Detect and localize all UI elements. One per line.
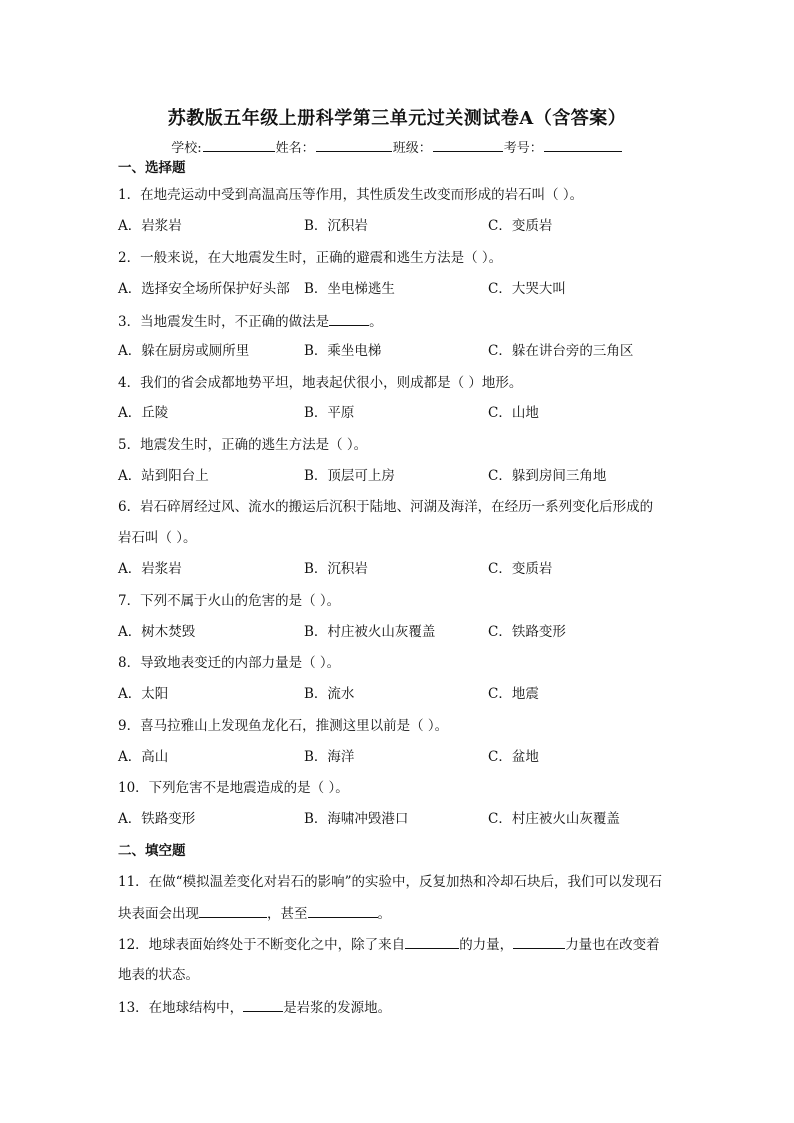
question-1-option-c[interactable]: C．变质岩 xyxy=(488,218,553,234)
section-heading-fill: 二、填空题 xyxy=(118,843,186,859)
question-1-option-b[interactable]: B．沉积岩 xyxy=(304,218,368,234)
question-10-stem: 10．下列危害不是地震造成的是（ ）。 xyxy=(118,780,349,796)
question-7-option-a[interactable]: A．树木焚毁 xyxy=(118,624,196,640)
question-6-stem-line-2: 岩石叫（ ）。 xyxy=(118,530,197,546)
question-12-line-1 xyxy=(118,936,660,953)
question-12-blank-2[interactable] xyxy=(513,936,565,949)
question-6-option-c[interactable]: C．变质岩 xyxy=(488,561,553,577)
student-info-line xyxy=(0,137,794,156)
question-8-option-b[interactable]: B．流水 xyxy=(304,686,355,702)
exam-no-blank[interactable] xyxy=(544,139,622,152)
question-5-stem: 5．地震发生时，正确的逃生方法是（ ）。 xyxy=(118,437,368,453)
class-blank[interactable] xyxy=(433,139,503,152)
question-3-option-c[interactable]: C．躲在讲台旁的三角区 xyxy=(488,343,634,359)
question-7-stem: 7．下列不属于火山的危害的是（ ）。 xyxy=(118,593,341,609)
question-9-option-a[interactable]: A．高山 xyxy=(118,749,169,765)
question-4-option-b[interactable]: B．平原 xyxy=(304,405,355,421)
question-12-text-a: 12．地球表面始终处于不断变化之中，除了来自 xyxy=(118,937,406,953)
question-6-stem-line-1: 6．岩石碎屑经过风、流水的搬运后沉积于陆地、河湖及海洋，在经历一系列变化后形成的 xyxy=(118,499,654,515)
name-label: 姓名： xyxy=(275,141,315,156)
question-3-stem-text: 3．当地震发生时，不正确的做法是 xyxy=(118,314,330,330)
question-3-blank[interactable] xyxy=(329,313,369,326)
school-blank[interactable] xyxy=(203,139,275,152)
question-13-text-a: 13．在地球结构中， xyxy=(118,1000,244,1016)
page-title: 苏教版五年级上册科学第三单元过关测试卷A（含答案） xyxy=(167,108,627,129)
name-blank[interactable] xyxy=(316,139,392,152)
question-1-option-a[interactable]: A．岩浆岩 xyxy=(118,218,182,234)
question-3-option-a[interactable]: A．躲在厨房或厕所里 xyxy=(118,343,250,359)
question-3-stem-end: 。 xyxy=(369,314,383,330)
question-12-line-2: 地表的状态。 xyxy=(118,967,199,983)
question-12-text-b: 的力量， xyxy=(459,937,514,953)
question-4-option-a[interactable]: A．丘陵 xyxy=(118,405,169,421)
section-heading-choice: 一、选择题 xyxy=(118,160,186,176)
question-1-stem: 1．在地壳运动中受到高温高压等作用，其性质发生改变而形成的岩石叫（ ）。 xyxy=(118,187,584,203)
class-label: 班级： xyxy=(392,141,432,156)
school-label: 学校: xyxy=(171,141,202,156)
question-11-line-2 xyxy=(118,905,391,922)
question-10-option-b[interactable]: B．海啸冲毁港口 xyxy=(304,811,409,827)
question-5-option-a[interactable]: A．站到阳台上 xyxy=(118,468,209,484)
question-2-option-a[interactable]: A．选择安全场所保护好头部 xyxy=(118,281,290,297)
question-2-stem: 2．一般来说，在大地震发生时，正确的避震和逃生方法是（ ）。 xyxy=(118,250,503,266)
question-13-blank[interactable] xyxy=(243,999,283,1012)
question-11-text-c: 。 xyxy=(377,906,391,922)
question-3-option-b[interactable]: B．乘坐电梯 xyxy=(304,343,382,359)
question-11-line-1: 11．在做“模拟温差变化对岩石的影响”的实验中，反复加热和冷却石块后，我们可以发现石 xyxy=(118,874,662,890)
question-5-option-b[interactable]: B．顶层可上房 xyxy=(304,468,395,484)
question-13-line xyxy=(118,999,391,1016)
question-2-option-b[interactable]: B．坐电梯逃生 xyxy=(304,281,395,297)
question-11-text-b: ，甚至 xyxy=(267,906,308,922)
question-2-option-c[interactable]: C．大哭大叫 xyxy=(488,281,566,297)
question-7-option-c[interactable]: C．铁路变形 xyxy=(488,624,566,640)
question-8-stem: 8．导致地表变迁的内部力量是（ ）。 xyxy=(118,655,341,671)
question-9-option-c[interactable]: C．盆地 xyxy=(488,749,539,765)
question-11-text-a: 块表面会出现 xyxy=(118,906,199,922)
question-9-option-b[interactable]: B．海洋 xyxy=(304,749,355,765)
question-4-stem: 4．我们的省会成都地势平坦，地表起伏很小，则成都是（ ）地形。 xyxy=(118,375,523,391)
question-9-stem: 9．喜马拉雅山上发现鱼龙化石，推测这里以前是（ ）。 xyxy=(118,718,449,734)
question-12-text-c: 力量也在改变着 xyxy=(565,937,660,953)
question-12-blank-1[interactable] xyxy=(405,936,459,949)
question-4-option-c[interactable]: C．山地 xyxy=(488,405,539,421)
question-8-option-c[interactable]: C．地震 xyxy=(488,686,539,702)
question-11-blank-1[interactable] xyxy=(199,905,267,918)
question-3-stem xyxy=(118,313,383,330)
question-11-blank-2[interactable] xyxy=(308,905,378,918)
question-10-option-a[interactable]: A．铁路变形 xyxy=(118,811,196,827)
question-5-option-c[interactable]: C．躲到房间三角地 xyxy=(488,468,607,484)
question-6-option-b[interactable]: B．沉积岩 xyxy=(304,561,368,577)
question-7-option-b[interactable]: B．村庄被火山灰覆盖 xyxy=(304,624,436,640)
question-8-option-a[interactable]: A．太阳 xyxy=(118,686,169,702)
question-10-option-c[interactable]: C．村庄被火山灰覆盖 xyxy=(488,811,620,827)
exam-no-label: 考号： xyxy=(503,141,543,156)
question-6-option-a[interactable]: A．岩浆岩 xyxy=(118,561,182,577)
question-13-text-b: 是岩浆的发源地。 xyxy=(283,1000,392,1016)
